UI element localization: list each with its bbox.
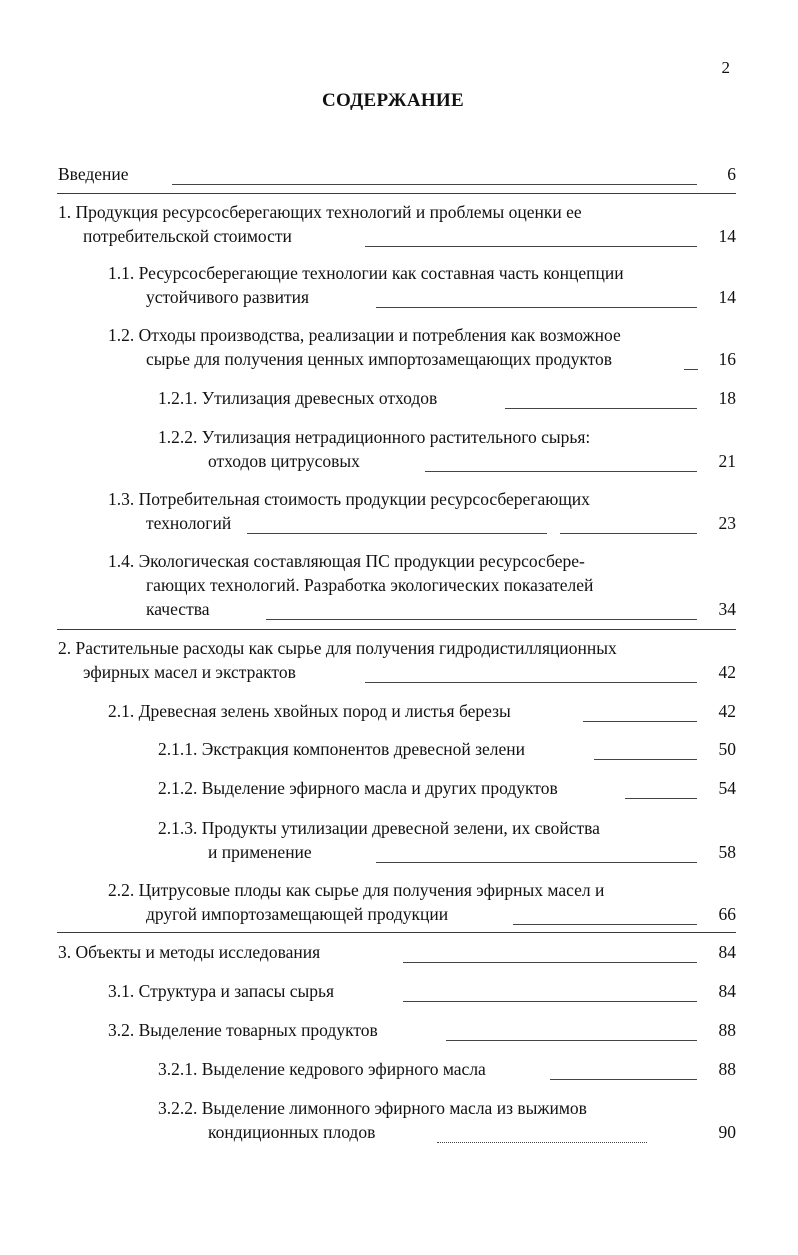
toc-entry-title: 2.1.2. Выделение эфирного масла и других продуктов <box>158 778 558 798</box>
toc-entry-title: 1.1. Ресурсосберегающие технологии как составная часть концепции <box>108 263 624 283</box>
toc-entry-2[interactable] <box>0 636 798 686</box>
toc-entry-title-cont: и применение <box>208 842 312 862</box>
toc-leader <box>376 862 697 863</box>
toc-entry-1-2-2[interactable] <box>0 425 798 475</box>
toc-entry-title-cont: кондиционных плодов <box>208 1122 376 1142</box>
toc-entry-title: 1. Продукция ресурсосберегающих технологий и проблемы оценки ее <box>58 202 582 222</box>
toc-page-number: 14 <box>718 226 736 246</box>
toc-entry-title: 3.2.2. Выделение лимонного эфирного масла из выжимов <box>158 1098 587 1118</box>
toc-entry-title: 2. Растительные расходы как сырье для получения гидродистилляционных <box>58 638 617 658</box>
toc-entry-title-cont: эфирных масел и экстрактов <box>83 662 296 682</box>
toc-leader <box>425 471 697 472</box>
toc-leader <box>403 962 697 963</box>
toc-entry-1-2[interactable] <box>0 323 798 373</box>
toc-leader <box>583 721 697 722</box>
toc-entry-1-4[interactable] <box>0 549 798 623</box>
toc-leader <box>365 682 697 683</box>
toc-page-number: 84 <box>718 942 736 962</box>
toc-leader <box>403 1001 697 1002</box>
toc-entry-3-1[interactable] <box>0 979 798 1005</box>
toc-entry-title-cont: отходов цитрусовых <box>208 451 360 471</box>
toc-page-number: 6 <box>727 164 736 184</box>
toc-leader <box>560 533 697 534</box>
toc-leader <box>684 369 698 370</box>
toc-leader <box>376 307 697 308</box>
toc-leader <box>594 759 697 760</box>
toc-entry-title-cont: гающих технологий. Разработка экологических показателей <box>146 575 594 595</box>
toc-entry-title: 1.3. Потребительная стоимость продукции ресурсосберегающих <box>108 489 590 509</box>
toc-entry-title: 3.2. Выделение товарных продуктов <box>108 1020 378 1040</box>
section-divider <box>57 932 736 933</box>
toc-entry-2-1-2[interactable] <box>0 776 798 802</box>
toc-entry-title-cont: сырье для получения ценных импортозамещающих продуктов <box>146 349 613 369</box>
toc-entry-title: 3.1. Структура и запасы сырья <box>108 981 335 1001</box>
section-divider <box>57 629 736 630</box>
toc-page-number: 34 <box>718 599 736 619</box>
toc-entry-title-cont: потребительской стоимости <box>83 226 292 246</box>
toc-page-number: 58 <box>718 842 736 862</box>
toc-entry-title: 3. Объекты и методы исследования <box>58 942 321 962</box>
toc-entry-1[interactable] <box>0 200 798 250</box>
toc-entry-3-2-2[interactable] <box>0 1096 798 1146</box>
toc-entry-title: Введение <box>58 164 129 184</box>
toc-entry-2-2[interactable] <box>0 878 798 928</box>
toc-leader <box>172 184 697 185</box>
toc-entry-title: 1.2.2. Утилизация нетрадиционного растительного сырья: <box>158 427 591 447</box>
toc-page-number: 66 <box>718 904 736 924</box>
toc-entry-2-1-3[interactable] <box>0 816 798 866</box>
toc-leader <box>437 1142 647 1143</box>
toc-entry-intro[interactable] <box>0 162 798 188</box>
toc-entry-2-1-1[interactable] <box>0 737 798 763</box>
toc-page-number: 14 <box>718 287 736 307</box>
toc-page-number: 42 <box>718 662 736 682</box>
toc-leader <box>550 1079 697 1080</box>
toc-entry-1-1[interactable] <box>0 261 798 311</box>
toc-page-number: 16 <box>718 349 736 369</box>
toc-entry-1-3[interactable] <box>0 487 798 537</box>
toc-entry-title: 1.2. Отходы производства, реализации и потребления как возможное <box>108 325 621 345</box>
toc-page-number: 54 <box>718 778 736 798</box>
toc-entry-title: 1.2.1. Утилизация древесных отходов <box>158 388 438 408</box>
toc-entry-1-2-1[interactable] <box>0 386 798 412</box>
toc-leader <box>446 1040 697 1041</box>
toc-entry-3-2-1[interactable] <box>0 1057 798 1083</box>
toc-entry-3[interactable] <box>0 940 798 966</box>
toc-leader <box>365 246 697 247</box>
toc-entry-title: 2.1.1. Экстракция компонентов древесной зелени <box>158 739 526 759</box>
toc-entry-title: 1.4. Экологическая составляющая ПС продукции ресурсосбере- <box>108 551 585 571</box>
toc-entry-3-2[interactable] <box>0 1018 798 1044</box>
toc-page-number: 84 <box>718 981 736 1001</box>
toc-page-number: 88 <box>718 1059 736 1079</box>
toc-entry-title-cont: устойчивого развития <box>146 287 310 307</box>
toc-entry-title: 3.2.1. Выделение кедрового эфирного масла <box>158 1059 486 1079</box>
toc-page-number: 23 <box>718 513 736 533</box>
toc-entry-title: 2.1. Древесная зелень хвойных пород и листья березы <box>108 701 511 721</box>
toc-page-number: 90 <box>718 1122 736 1142</box>
section-divider <box>57 193 736 194</box>
toc-entry-title: 2.1.3. Продукты утилизации древесной зелени, их свойства <box>158 818 600 838</box>
toc-leader <box>247 533 547 534</box>
toc-leader <box>266 619 697 620</box>
toc-leader <box>505 408 697 409</box>
toc-entry-title-cont: другой импортозамещающей продукции <box>146 904 449 924</box>
toc-leader <box>625 798 697 799</box>
toc-page-number: 42 <box>718 701 736 721</box>
toc-entry-title-cont: технологий <box>146 513 232 533</box>
toc-entry-2-1[interactable] <box>0 699 798 725</box>
toc-page-number: 50 <box>718 739 736 759</box>
page-number: 2 <box>721 58 730 77</box>
toc-page-number: 18 <box>718 388 736 408</box>
toc-entry-title: 2.2. Цитрусовые плоды как сырье для получения эфирных масел и <box>108 880 605 900</box>
toc-leader <box>513 924 697 925</box>
toc-entry-title-cont: качества <box>146 599 210 619</box>
page-title: СОДЕРЖАНИЕ <box>322 90 464 111</box>
toc-page-number: 21 <box>718 451 736 471</box>
toc-page-number: 88 <box>718 1020 736 1040</box>
